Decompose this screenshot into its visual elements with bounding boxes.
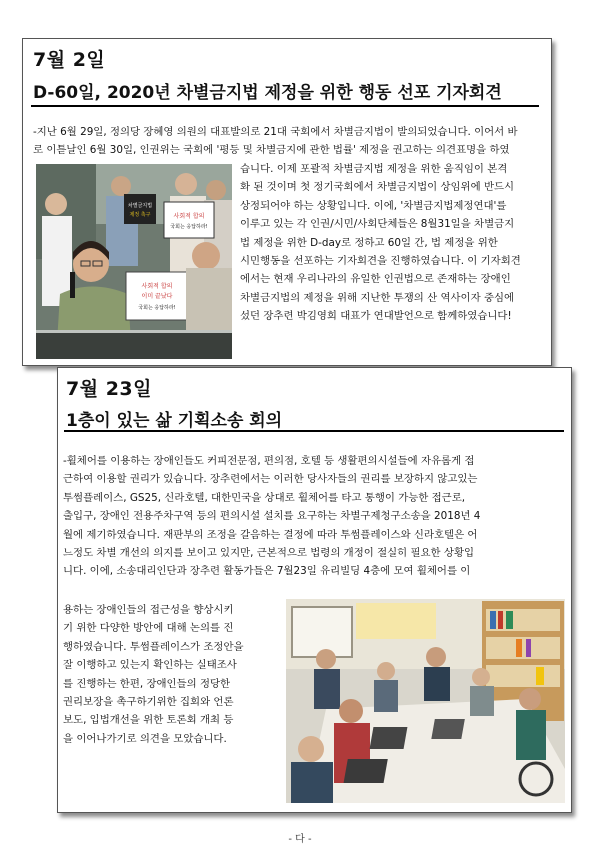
sign-text: 국회는 응답하라!: [170, 224, 208, 230]
title-underline: [31, 105, 539, 107]
body-line: 출입구, 장애인 전용주차구역 등의 편의시설 설치를 요구하는 차별구제청구소송을 2018년 4: [63, 510, 481, 523]
body-line: 차별금지법의 제정을 위해 지난한 투쟁의 산 역사이자 중심에: [240, 291, 515, 304]
body-line: 근하여 이용할 권리가 있습니다. 장추련에서는 이러한 당사자들의 권리를 보장하지 않고있는: [63, 473, 478, 486]
body-line: 보도, 입법개선을 위한 토론회 개최 등: [63, 714, 234, 727]
body-line: 니다. 이에, 소송대리인단과 장추련 활동가들은 7월23일 유리빌딩 4층에 모여 휠체어를 이: [63, 565, 471, 578]
section-date: 7월 23일: [66, 378, 152, 400]
section-date: 7월 2일: [33, 49, 106, 71]
press-conference-photo: [36, 164, 232, 359]
sign-text: 차별금지법: [127, 203, 153, 209]
body-line: 법 제정을 위한 D-day로 정하고 60일 간, 법 제정을 위한: [240, 236, 498, 249]
body-line: 잘 이행하고 있는지 확인하는 실태조사: [63, 659, 237, 672]
body-line: 행하였습니다. 투썸플레이스가 조정안을: [63, 640, 244, 653]
body-line: 상정되어야 하는 상황입니다. 이에, '차별금지법제정연대'를: [240, 199, 507, 212]
body-line: -휠체어를 이용하는 장애인들도 커피전문점, 편의점, 호텔 등 생활편의시설들에 자유롭게 접: [63, 455, 475, 467]
body-line: 투썸플레이스, GS25, 신라호텔, 대한민국을 상대로 휠체어를 타고 통행이 가능한 접근로,: [63, 491, 466, 504]
body-line: 이루고 있는 각 인권/시민/사회단체들은 8월31일을 차별금지: [240, 218, 515, 231]
body-line: 용하는 장애인들의 접근성을 향상시키: [63, 604, 234, 616]
section-title: 1층이 있는 삶 기획소송 회의: [66, 411, 283, 431]
sign-text: 이미 끝났다: [141, 293, 173, 300]
body-line: 느정도 차별 개선의 의지를 보이고 있지만, 근본적으로 법령의 개정이 절실히 필요한 상황입: [63, 547, 475, 560]
meeting-illustration: [286, 599, 565, 803]
section-card-july-2: [22, 38, 552, 366]
body-text-side: [240, 160, 545, 326]
sign-text: 사회적 합의: [141, 283, 173, 290]
section-card-july-23: [57, 367, 572, 813]
title-underline: [64, 430, 564, 432]
body-line: 을 이어나가기로 의견을 모았습니다.: [63, 732, 227, 745]
body-text-top: [33, 123, 545, 160]
body-line: 섰던 장추련 박김영희 대표가 연대발언으로 함께하였습니다!: [240, 310, 512, 323]
body-line: 시민행동을 선포하는 기자회견을 진행하였습니다. 이 기자회견: [240, 255, 521, 268]
body-line: 권리보장을 촉구하기위한 집회와 언론: [63, 696, 234, 709]
body-line: 를 진행하는 한편, 장애인들의 정당한: [63, 677, 231, 690]
sign-text: 사회적 합의: [173, 213, 205, 220]
body-line: 습니다. 이제 포괄적 차별금지법 제정을 위한 움직임이 본격: [240, 163, 508, 175]
body-line: 화 된 것이며 첫 정기국회에서 차별금지법이 상임위에 반드시: [240, 181, 515, 194]
sign-text: 국회는 응답하라!: [138, 305, 176, 311]
body-line: 에서는 현재 우리나라의 유일한 인권법으로 존재하는 장애인: [240, 273, 511, 286]
sign-text: 제정 촉구: [129, 212, 151, 218]
body-text-side: [63, 601, 283, 748]
body-text-top: [63, 452, 567, 581]
page-footer: - 다 -: [288, 834, 312, 845]
body-line: -지난 6월 29일, 정의당 장혜영 의원의 대표발의로 21대 국회에서 차별금지법이 발의되었습니다. 이어서 바: [33, 126, 518, 138]
body-line: 로 이튿날인 6월 30일, 인권위는 국회에 '평등 및 차별금지에 관한 법률' 제정을 권고하는 의견표명을 하였: [33, 144, 510, 157]
press-conference-illustration: [36, 164, 232, 359]
body-line: 기 위한 다양한 방안에 대해 논의를 진: [63, 622, 234, 635]
body-line: 월에 제기하였습니다. 재판부의 조정을 갈음하는 결정에 따라 투썸플레이스와 신라호텔은 어: [63, 528, 478, 541]
meeting-photo: [286, 599, 565, 803]
section-title: D-60일, 2020년 차별금지법 제정을 위한 행동 선포 기자회견: [33, 83, 502, 103]
